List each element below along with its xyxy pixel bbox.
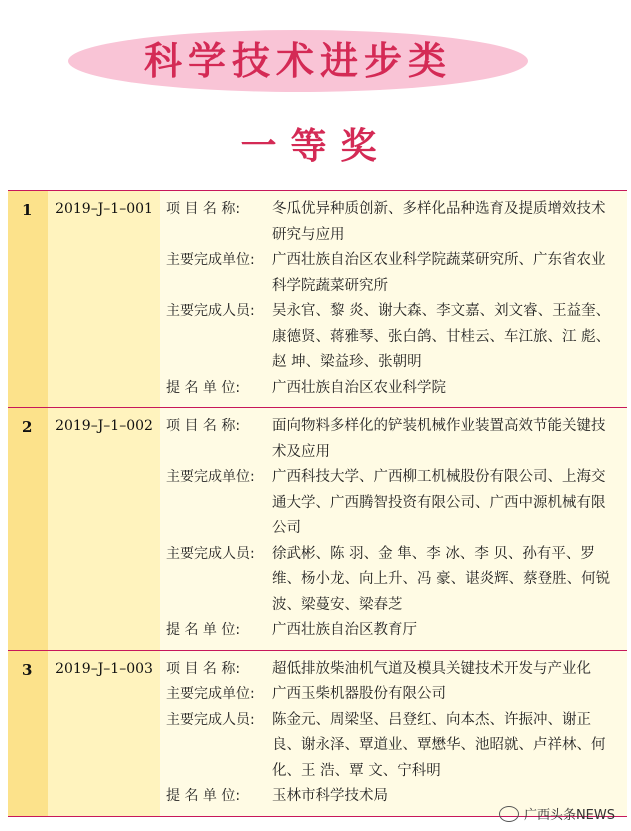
field-value: 广西科技大学、广西柳工机械股份有限公司、上海交通大学、广西腾智投资有限公司、广西中源机械有限公司 (272, 469, 606, 536)
field-label: 主要完成单位: (166, 469, 255, 485)
field-value: 徐武彬、陈 羽、金 隼、李 冰、李 贝、孙有平、罗 维、杨小龙、向上升、冯 豪、谌炎辉、蔡登胜、何锐波、梁蔓安、梁春芝 (272, 545, 611, 613)
field-value: 吴永官、黎 炎、谢大森、李文嘉、刘文睿、王益奎、康德贤、蒋雅琴、张白鸽、甘桂云、车江旅、江 彪、赵 坤、梁益珍、张朝明 (272, 303, 611, 370)
project-name-field (166, 197, 619, 248)
entry-code: 2019–J–1–001 (48, 191, 160, 407)
field-label: 项 目 名 称: (166, 418, 241, 434)
table-row (8, 408, 627, 651)
main-personnel-field (166, 542, 619, 619)
field-value: 广西壮族自治区农业科学院蔬菜研究所、广东省农业科学院蔬菜研究所 (272, 252, 606, 294)
entry-details (160, 191, 627, 407)
field-value: 冬瓜优异种质创新、多样化品种选育及提质增效技术研究与应用 (272, 201, 606, 243)
main-unit-field (166, 682, 619, 708)
watermark-text: 广西头条NEWS (523, 808, 615, 823)
field-value: 广西壮族自治区农业科学院 (272, 379, 446, 396)
award-level-heading: 一等奖 (240, 126, 391, 167)
main-personnel-field (166, 708, 619, 785)
nominating-unit-field (166, 376, 619, 402)
main-personnel-field (166, 299, 619, 376)
category-title: 科学技术进步类 (143, 39, 452, 83)
nominating-unit-field (166, 618, 619, 644)
entry-code: 2019–J–1–002 (48, 408, 160, 650)
main-unit-field (166, 465, 619, 542)
award-table (8, 190, 627, 817)
table-row (8, 191, 627, 408)
field-value: 玉林市科学技术局 (272, 788, 388, 804)
entry-details (160, 408, 627, 650)
field-label: 主要完成单位: (166, 686, 255, 702)
field-value: 陈金元、周梁坚、吕登红、向本杰、许振冲、谢正良、谢永泽、覃道业、覃懋华、池昭就、卢祥林、何 化、王 浩、覃 文、宁科明 (272, 711, 606, 779)
field-label: 主要完成人员: (166, 303, 255, 319)
field-label: 提 名 单 位: (166, 622, 241, 638)
project-name-field (166, 414, 619, 465)
entry-number: 3 (8, 651, 48, 816)
wechat-icon (499, 806, 519, 822)
table-row (8, 651, 627, 817)
field-label: 提 名 单 位: (166, 788, 241, 804)
source-watermark (499, 804, 615, 823)
main-unit-field (166, 248, 619, 299)
field-label: 项 目 名 称: (166, 660, 241, 677)
entry-details (160, 651, 627, 816)
entry-number: 1 (8, 191, 48, 407)
field-label: 主要完成人员: (166, 545, 255, 562)
field-label: 主要完成人员: (166, 711, 255, 728)
field-value: 面向物料多样化的铲装机械作业装置高效节能关键技术及应用 (272, 418, 606, 460)
field-label: 主要完成单位: (166, 252, 255, 268)
entry-code: 2019–J–1–003 (48, 651, 160, 816)
field-value: 广西壮族自治区教育厅 (272, 622, 417, 638)
field-value: 广西玉柴机器股份有限公司 (272, 686, 446, 702)
field-label: 项 目 名 称: (166, 201, 241, 217)
entry-number: 2 (8, 408, 48, 650)
field-value: 超低排放柴油机气道及模具关键技术开发与产业化 (272, 660, 591, 677)
field-label: 提 名 单 位: (166, 379, 241, 396)
project-name-field (166, 657, 619, 683)
